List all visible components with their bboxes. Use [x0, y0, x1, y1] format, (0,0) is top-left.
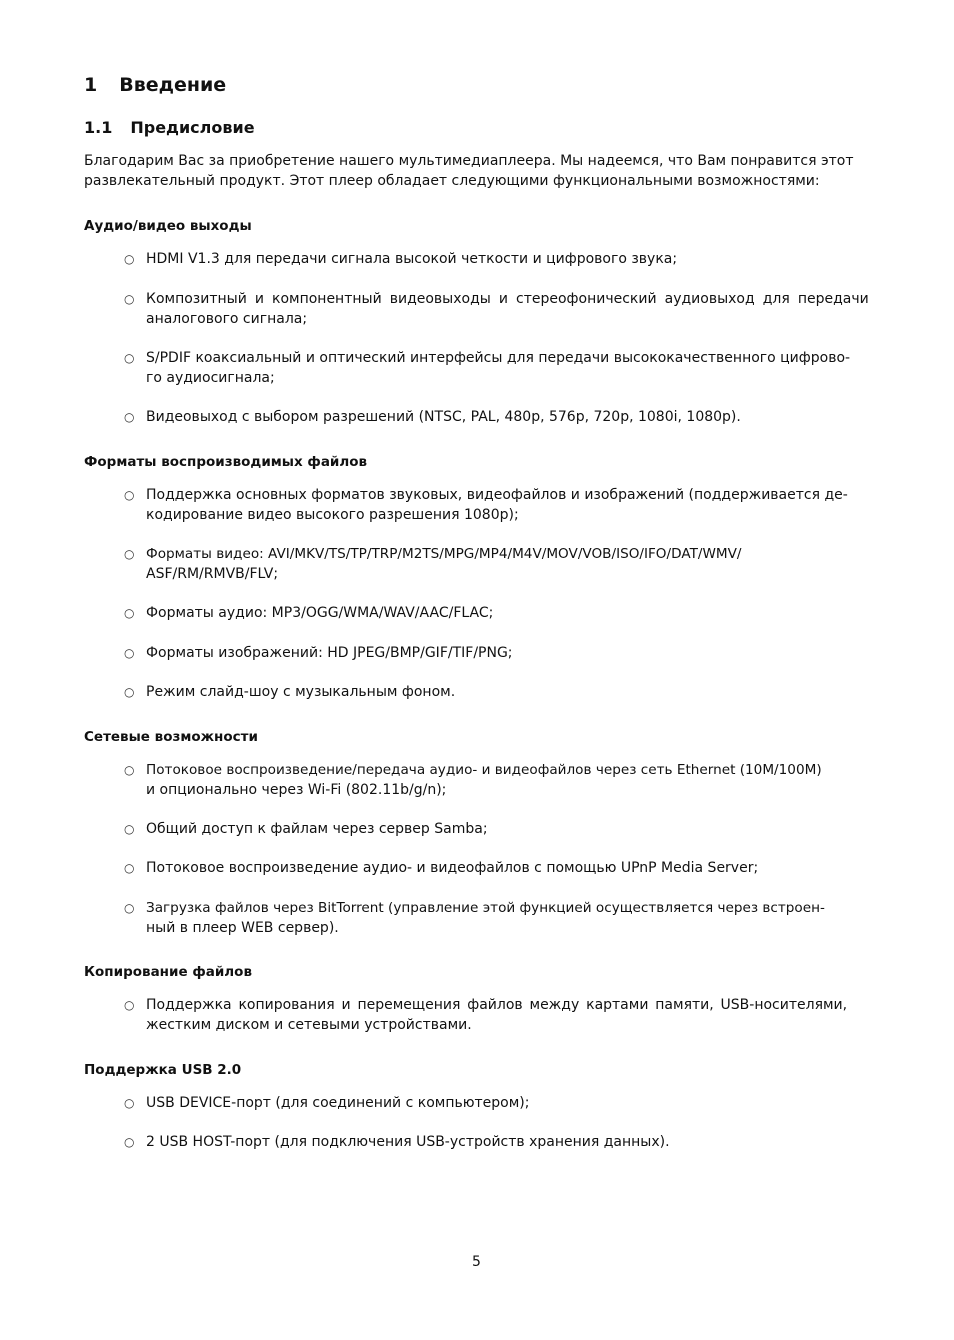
item-line: 2 USB HOST-порт (для подключения USB-устройств хранения данных). — [146, 1134, 670, 1150]
chapter-title: Введение — [119, 74, 227, 96]
group-heading-av-outputs: Аудио/видео выходы — [84, 218, 252, 234]
chapter-number: 1 — [84, 74, 98, 96]
group-heading-usb: Поддержка USB 2.0 — [84, 1062, 242, 1078]
item-line: Потоковое воспроизведение/передача аудио- и видеофайлов через сеть Ethernet (10M/100M) — [146, 762, 822, 778]
intro-paragraph — [84, 151, 854, 191]
bullet-circle-icon: ○ — [124, 252, 135, 266]
bullet-circle-icon: ○ — [124, 861, 135, 875]
bullet-circle-icon: ○ — [124, 410, 135, 424]
bullet-circle-icon: ○ — [124, 488, 135, 502]
bullet-circle-icon: ○ — [124, 998, 135, 1012]
item-line: Загрузка файлов через BitTorrent (управление этой функцией осуществляется через встроен- — [146, 900, 825, 916]
bullet-circle-icon: ○ — [124, 606, 135, 620]
group-heading-file-copy: Копирование файлов — [84, 964, 252, 980]
item-line: Поддержка копирования и перемещения файлов между картами памяти, USB-носителями, — [146, 997, 848, 1013]
section-number: 1.1 — [84, 118, 113, 137]
bullet-circle-icon: ○ — [124, 646, 135, 660]
item-line: аналогового сигнала; — [146, 311, 308, 327]
item-line: Форматы изображений: HD JPEG/BMP/GIF/TIF/PNG; — [146, 645, 513, 661]
bullet-circle-icon: ○ — [124, 547, 135, 561]
group-heading-network: Сетевые возможности — [84, 729, 258, 745]
bullet-circle-icon: ○ — [124, 292, 135, 306]
item-line: Композитный и компонентный видеовыходы и стереофонический аудиовыход для передачи — [146, 291, 869, 307]
item-line: HDMI V1.3 для передачи сигнала высокой четкости и цифрового звука; — [146, 251, 678, 267]
item-line: ASF/RM/RMVB/FLV; — [146, 566, 279, 582]
chapter-heading — [84, 74, 226, 96]
item-line: Поддержка основных форматов звуковых, видеофайлов и изображений (поддерживается де- — [146, 487, 848, 503]
intro-line: Благодарим Вас за приобретение нашего мультимедиаплеера. Мы надеемся, что Вам понравится этот — [84, 153, 854, 169]
item-line: кодирование видео высокого разрешения 1080p); — [146, 507, 519, 523]
item-line: Форматы видео: AVI/MKV/TS/TP/TRP/M2TS/MPG/MP4/M4V/MOV/VOB/ISO/IFO/DAT/WMV/ — [146, 546, 742, 562]
item-line: и опционально через Wi-Fi (802.11b/g/n); — [146, 782, 447, 798]
bullet-circle-icon: ○ — [124, 901, 135, 915]
group-heading-file-formats: Форматы воспроизводимых файлов — [84, 454, 368, 470]
item-line: Потоковое воспроизведение аудио- и видеофайлов с помощью UPnP Media Server; — [146, 860, 759, 876]
item-line: Видеовыход с выбором разрешений (NTSC, PAL, 480p, 576p, 720p, 1080i, 1080p). — [146, 409, 741, 425]
intro-line: развлекательный продукт. Этот плеер обладает следующими функциональными возможностями: — [84, 173, 820, 189]
bullet-circle-icon: ○ — [124, 1135, 135, 1149]
item-line: Общий доступ к файлам через сервер Samba; — [146, 821, 488, 837]
item-line: го аудиосигнала; — [146, 370, 275, 386]
section-heading — [84, 118, 255, 137]
item-line: ный в плеер WEB сервер). — [146, 920, 339, 936]
page-number: 5 — [472, 1254, 481, 1270]
item-line: USB DEVICE-порт (для соединений с компьютером); — [146, 1095, 530, 1111]
item-line: Форматы аудио: MP3/OGG/WMA/WAV/AAC/FLAC; — [146, 605, 494, 621]
bullet-circle-icon: ○ — [124, 1096, 135, 1110]
item-line: Режим слайд-шоу с музыкальным фоном. — [146, 684, 456, 700]
bullet-circle-icon: ○ — [124, 351, 135, 365]
bullet-circle-icon: ○ — [124, 763, 135, 777]
item-line: S/PDIF коаксиальный и оптический интерфейсы для передачи высококачественного цифрово- — [146, 350, 851, 366]
section-title: Предисловие — [130, 118, 255, 137]
item-line: жестким диском и сетевыми устройствами. — [146, 1017, 472, 1033]
bullet-circle-icon: ○ — [124, 685, 135, 699]
bullet-circle-icon: ○ — [124, 822, 135, 836]
